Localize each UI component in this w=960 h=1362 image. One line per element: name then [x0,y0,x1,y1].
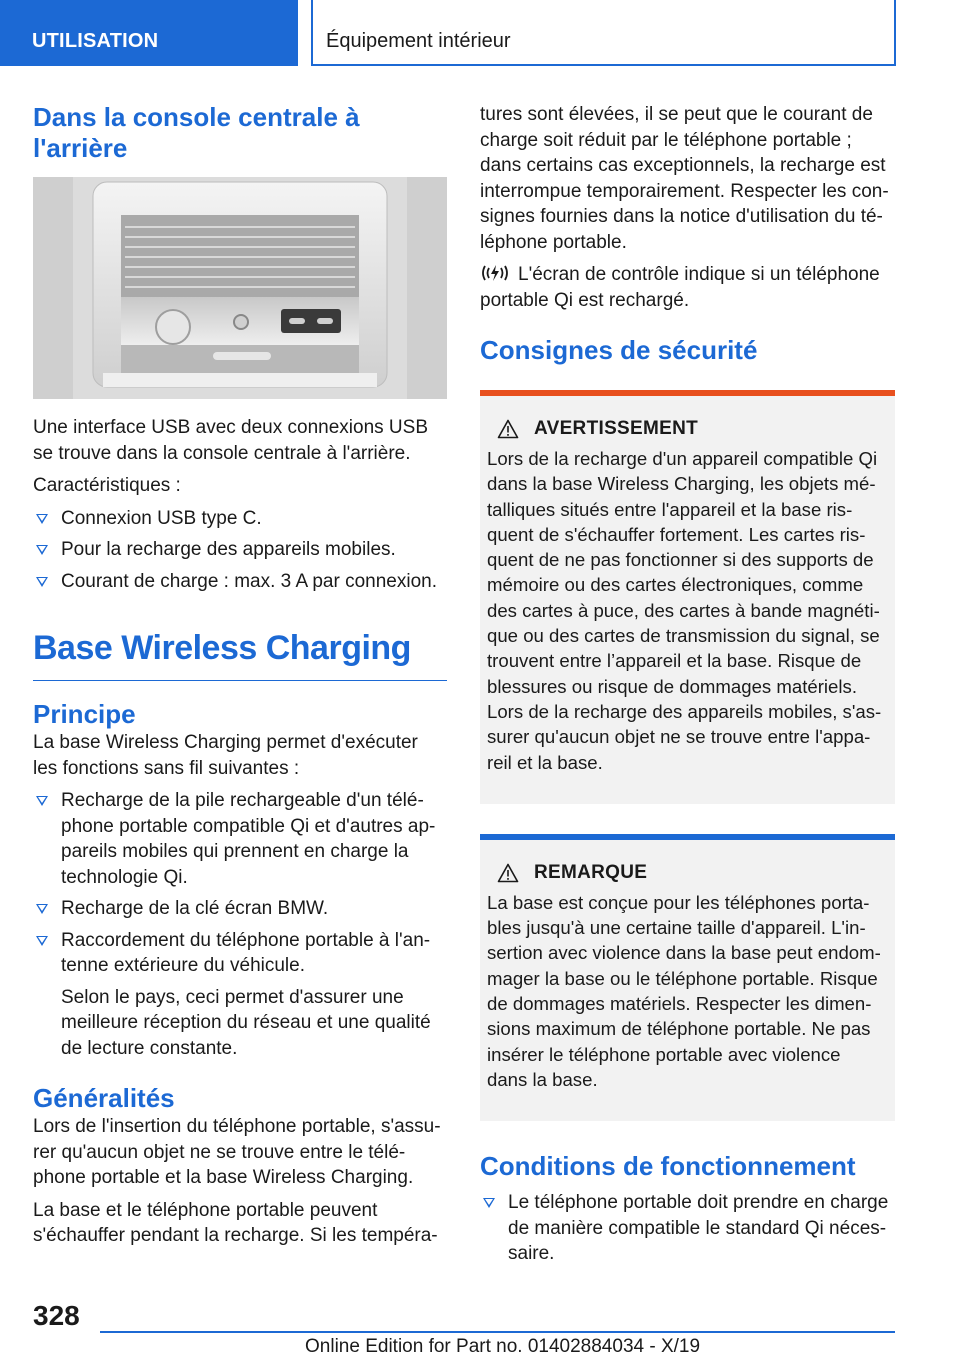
triangle-bullet-icon [36,514,48,524]
warning-triangle-icon [497,419,519,439]
continued-text: tures sont élevées, il se peut que le courant de charge soit réduit par le téléphone portable ; dans certains cas exceptionnels, la recharge est interrompue temporairement. Respecter les consignes fournies dans la notice d'utilisation du téléphone portable. [480,104,889,253]
wireless-charging-icon [480,263,510,283]
edition-text: Online Edition for Part no. 01402884034 - X/19 [305,1336,701,1357]
safety-heading: Consignes de sécurité [480,335,758,365]
triangle-bullet-icon [483,1198,495,1208]
usb-intro: Une interface USB avec deux connexions USB se trouve dans la console centrale à l'arrière. [33,417,428,464]
warning-box [480,390,895,804]
list-item: Connexion USB type C. [33,506,447,532]
section-tab: UTILISATION [0,0,298,66]
warning-bar [480,390,895,396]
wireless-heading: Base Wireless Charging [33,629,411,667]
page-number: 328 [33,1300,80,1331]
console-heading: Dans la console centrale à l'arrière [33,102,360,163]
triangle-bullet-icon [36,577,48,587]
remark-box [480,834,895,1121]
triangle-bullet-icon [36,545,48,555]
section-rule [33,680,447,681]
right-column [480,102,895,1273]
triangle-bullet-icon [36,904,48,914]
list-item: Recharge de la pile rechargeable d'un téléphone portable compatible Qi et d'autres appareils mobiles qui prennent en charge la technologie Qi. [33,788,447,890]
principe-text: La base Wireless Charging permet d'exécuter les fonctions sans fil suivantes : [33,732,418,779]
principe-heading: Principe [33,699,136,729]
remark-text: La base est conçue pour les téléphones portables jusqu'à une certaine taille d'appareil. L'insertion avec violence dans la base peut endommager la base ou le téléphone portable. Risque de dommages matériels. Respecter les dimensions maximum de téléphone portable. Ne pas insérer le téléphone portable avec violence dans la base. [487,891,881,1090]
list-item: Le téléphone portable doit prendre en charge de manière compatible le standard Qi nécessaire. [480,1190,895,1267]
list-item: Pour la recharge des appareils mobiles. [33,537,447,563]
header-underline [311,64,896,66]
indicator-paragraph: L'écran de contrôle indique si un téléphone portable Qi est rechargé. [480,264,880,311]
usb-console-photo [33,177,447,399]
generalites-p2: La base et le téléphone portable peuvent s'échauffer pendant la recharge. Si les tempéra- [33,1199,438,1246]
conditions-heading: Conditions de fonctionnement [480,1151,856,1182]
footer-rule [100,1331,895,1333]
remark-title: REMARQUE [534,861,648,883]
generalites-heading: Généralités [33,1083,175,1113]
remark-bar [480,834,895,840]
header-divider [311,0,313,66]
principe-sub-note: Selon le pays, ceci permet d'assurer une meilleure réception du réseau et une qualité de lecture constante. [61,986,431,1059]
warning-triangle-icon [497,863,519,883]
chapter-title: Équipement intérieur [326,30,511,52]
usb-console-illustration [33,177,447,399]
conditions-list [480,1190,895,1267]
list-item: Recharge de la clé écran BMW. [33,896,447,922]
features-label: Caractéristiques : [33,475,181,496]
list-item: Raccordement du téléphone portable à l'antenne extérieure du véhicule. Selon le pays, ceci permet d'assurer une meilleure réception du réseau et une qualité de lecture constante. [33,928,447,1062]
warning-title: AVERTISSEMENT [534,418,699,439]
header-right-edge [894,0,896,66]
left-column [33,102,447,1256]
triangle-bullet-icon [36,796,48,806]
generalites-p1: Lors de l'insertion du téléphone portable, s'assurer qu'aucun objet ne se trouve entre le téléphone portable et la base Wireless Charging. [33,1116,441,1188]
features-list [33,506,447,595]
warning-text: Lors de la recharge d'un appareil compatible Qi dans la base Wireless Charging, les objets métalliques situés entre l'appareil et la base risquent de s'échauffer fortement. Les cartes risquent de ne pas fonctionner si des supports de mémoire ou des cartes électroniques, comme des cartes à puce, des cartes à bande magnétique ou des cartes de transmission du signal, se trouvent entre l’appareil et la base. Risque de blessures ou risque de dommages matériels. Lors de la recharge des appareils mobiles, s'assurer qu'aucun objet ne se trouve entre l'appareil et la base. [487,448,882,773]
list-item: Courant de charge : max. 3 A par connexion. [33,569,447,595]
triangle-bullet-icon [36,936,48,946]
principe-list [33,788,447,1061]
